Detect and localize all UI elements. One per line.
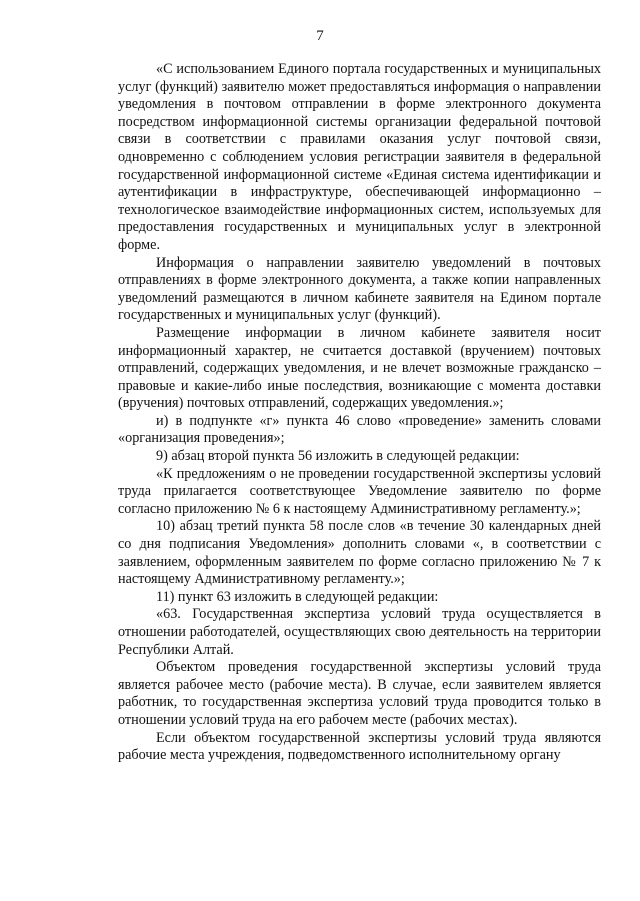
page-number: 7 <box>316 28 324 44</box>
paragraph-amendment-11: 11) пункт 63 изложить в следующей редакции: <box>156 588 439 605</box>
paragraph-personal-cabinet: Размещение информации в личном кабинете заявителя носит информационный характер, не считается доставкой (вручением) почтовых отправлений, содержащих уведомления, и не влечет возможные гражданско – правовые и какие-либо иные последствия, возникающие с момента доставки (вручения) почтовых отправлений, содержащих уведомления.»; <box>118 324 601 412</box>
paragraph-notification-copies: Информация о направлении заявителю уведомлений в почтовых отправлениях в форме электронного документа, а также копии направленных уведомлений размещаются в личном кабинете заявителя на Едином портале государственных и муниципальных услуг (функций). <box>118 254 601 324</box>
document-body <box>118 61 601 765</box>
paragraph-amendment-9: 9) абзац второй пункта 56 изложить в следующей редакции: <box>156 448 520 465</box>
paragraph-amendment-i: и) в подпункте «г» пункта 46 слово «проведение» заменить словами «организация проведения»; <box>118 412 601 447</box>
paragraph-amendment-10: 10) абзац третий пункта 58 после слов «в течение 30 календарных дней со дня подписания Уведомления» дополнить словами «, в соответствии с заявлением, оформленным заявителем по форме согласно приложению № 7 к настоящему Административному регламенту.»; <box>118 518 601 588</box>
paragraph-proposals: «К предложениям о не проведении государственной экспертизы условий труда прилагается соответствующее Уведомление заявителю по форме согласно приложению № 6 к настоящему Административному регламенту.»; <box>118 465 601 517</box>
paragraph-institution-workplaces: Если объектом государственной экспертизы условий труда являются рабочие места учреждения, подведомственного исполнительному органу <box>118 729 601 764</box>
paragraph-expertise-object: Объектом проведения государственной экспертизы условий труда является рабочее место (рабочие места). В случае, если заявителем является работник, то государственная экспертиза условий труда проводится только в отношении условий труда на его рабочем месте (рабочих местах). <box>118 659 601 728</box>
paragraph-item-63: «63. Государственная экспертиза условий труда осуществляется в отношении работодателей, осуществляющих свою деятельность на территории Республики Алтай. <box>118 606 601 658</box>
paragraph-epgu-info: «С использованием Единого портала государственных и муниципальных услуг (функций) заявителю может предоставляться информация о направлении уведомления в почтовом отправлении в форме электронного документа посредством информационной системы организации федеральной почтовой связи в соответствии с правилами оказания услуг почтовой связи, одновременно с соблюдением условия регистрации заявителя в федеральной государственной информационной системе «Единая система идентификации и аутентификации в инфраструктуре, обеспечивающей информационно – технологическое взаимодействие информационных систем, используемых для предоставления государственных и муниципальных услуг в электронной форме. <box>118 61 601 253</box>
